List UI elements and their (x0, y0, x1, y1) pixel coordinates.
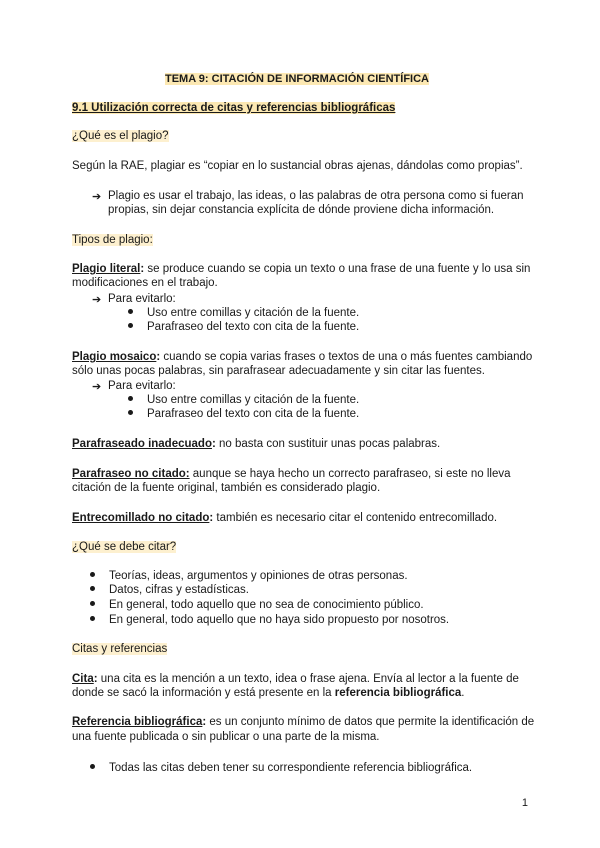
cita-term: Cita (72, 673, 94, 685)
mosaico-colon: : (156, 351, 161, 363)
cita-text: una cita es la mención a un texto, idea o frase ajena. Envía al lector a la fuente de (97, 673, 519, 685)
arrow-icon: ➔ (92, 191, 102, 203)
no-citado-term: Parafraseo no citado: (72, 468, 190, 480)
no-citado-text: aunque se haya hecho un correcto parafraseo, si este no lleva (189, 468, 511, 480)
bullet-icon (128, 323, 133, 328)
list-item (90, 762, 472, 774)
cita-text-pre: donde se sacó la información y está presente en la (72, 687, 335, 699)
referencia-term: Referencia bibliográfica (72, 716, 203, 728)
plagio-definition-line1: Plagio es usar el trabajo, las ideas, o las palabras de otra persona como si fueran (108, 190, 524, 202)
cita-text-post: . (461, 687, 465, 699)
list-item (90, 570, 408, 582)
citas-referencias-heading: Citas y referencias (72, 643, 168, 655)
list-item (128, 394, 359, 406)
page-number: 1 (521, 797, 528, 809)
mosaico-line1 (72, 351, 532, 363)
cita-text-bold: referencia bibliográfica (334, 687, 462, 699)
section-heading: 9.1 Utilización correcta de citas y referencias bibliográficas (72, 102, 396, 114)
plagio-definition-line2: propias, sin dejar constancia explícita de dónde proviene dicha información. (108, 204, 495, 216)
list-item-text: Parafraseo del texto con cita de la fuente. (147, 321, 360, 333)
literal-text: se produce cuando se copia un texto o una frase de una fuente y lo usa sin (144, 263, 531, 275)
list-item-text: Datos, cifras y estadísticas. (109, 584, 249, 596)
bullet-icon (90, 586, 95, 591)
referencia-line1 (72, 716, 534, 728)
cita-line1 (72, 673, 519, 685)
tipos-plagio-heading: Tipos de plagio: (72, 234, 153, 246)
referencia-colon: : (202, 716, 207, 728)
question-citar-heading: ¿Qué se debe citar? (72, 541, 177, 553)
question-plagio-heading: ¿Qué es el plagio? (72, 130, 169, 142)
literal-line1 (72, 263, 530, 275)
page-title: TEMA 9: CITACIÓN DE INFORMACIÓN CIENTÍFICA (165, 73, 429, 85)
list-item-text: Uso entre comillas y citación de la fuente. (147, 394, 360, 406)
arrow-icon: ➔ (92, 294, 102, 306)
bullet-icon (90, 764, 95, 769)
inadecuado-colon: : (211, 438, 216, 450)
literal-colon: : (140, 263, 145, 275)
list-item-text: En general, todo aquello que no haya sido propuesto por nosotros. (109, 614, 450, 626)
literal-term: Plagio literal (72, 263, 141, 275)
mosaico-text: cuando se copia varias frases o textos de una o más fuentes cambiando (160, 351, 533, 363)
bullet-icon (128, 396, 133, 401)
entrecomillado-line (72, 512, 497, 524)
list-item (128, 321, 359, 333)
bullet-icon (90, 572, 95, 577)
cita-colon: : (93, 673, 98, 685)
referencia-line2: una fuente publicada o sin publicar o una parte de la misma. (72, 731, 380, 743)
mosaico-line2: sólo unas pocas palabras, sin parafrasear adecuadamente y sin citar las fuentes. (72, 365, 485, 377)
list-item (90, 599, 424, 611)
bullet-icon (128, 410, 133, 415)
no-citado-line2: citación de la fuente original, también es considerado plagio. (72, 482, 381, 494)
rae-definition: Según la RAE, plagiar es “copiar en lo sustancial obras ajenas, dándolas como propias”. (72, 160, 523, 172)
entrecomillado-term: Entrecomillado no citado (72, 512, 210, 524)
list-item (90, 584, 249, 596)
list-item (128, 307, 359, 319)
literal-line2: modificaciones en el trabajo. (72, 277, 218, 289)
bullet-icon (90, 616, 95, 621)
list-item-text: Parafraseo del texto con cita de la fuente. (147, 408, 360, 420)
entrecomillado-colon: : (209, 512, 214, 524)
list-item-text: Uso entre comillas y citación de la fuente. (147, 307, 360, 319)
referencia-text: es un conjunto mínimo de datos que permite la identificación de (206, 716, 535, 728)
mosaico-term: Plagio mosaico (72, 351, 157, 363)
list-item-text: En general, todo aquello que no sea de conocimiento público. (109, 599, 424, 611)
para-evitarlo-label: Para evitarlo: (108, 380, 176, 392)
bullet-icon (90, 601, 95, 606)
list-item-text: Teorías, ideas, argumentos y opiniones de otras personas. (109, 570, 408, 582)
inadecuado-text: no basta con sustituir unas pocas palabras. (215, 438, 441, 450)
inadecuado-term: Parafraseado inadecuado (72, 438, 212, 450)
list-item (90, 614, 449, 626)
no-citado-line1 (72, 468, 511, 480)
list-item (128, 408, 359, 420)
inadecuado-line (72, 438, 440, 450)
list-item-text: Todas las citas deben tener su correspondiente referencia bibliográfica. (109, 762, 473, 774)
cita-line2 (72, 687, 465, 699)
bullet-icon (128, 309, 133, 314)
entrecomillado-text: también es necesario citar el contenido entrecomillado. (213, 512, 498, 524)
para-evitarlo-label: Para evitarlo: (108, 293, 176, 305)
arrow-icon: ➔ (92, 381, 102, 393)
